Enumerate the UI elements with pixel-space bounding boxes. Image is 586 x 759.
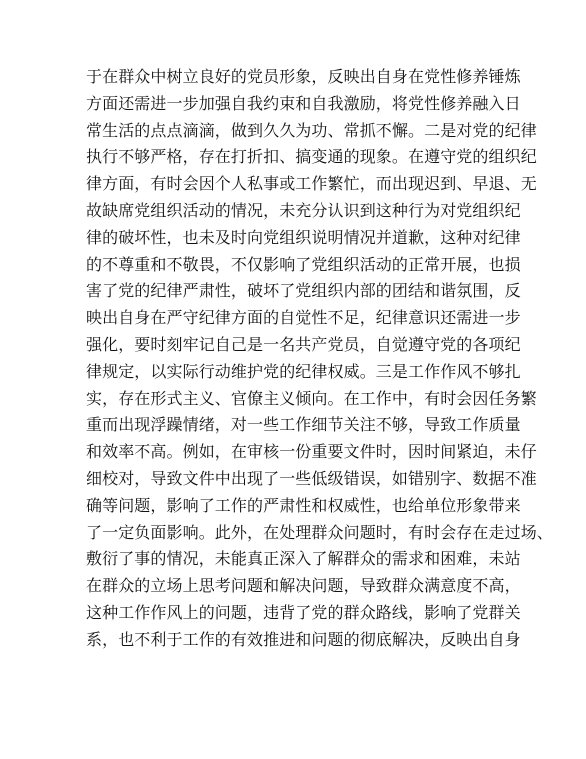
text-line: 映出自身在严守纪律方面的自觉性不足，纪律意识还需进一步	[86, 308, 521, 328]
text-line: 律方面，有时会因个人私事或工作繁忙，而出现迟到、早退、无	[86, 174, 537, 194]
text-line: 在群众的立场上思考问题和解决问题，导致群众满意度不高，	[86, 576, 521, 596]
body-text	[86, 64, 553, 654]
text-line: 执行不够严格，存在打折扣、搞变通的现象。在遵守党的组织纪	[86, 147, 537, 167]
text-line: 方面还需进一步加强自我约束和自我激励，将党性修养融入日	[86, 93, 521, 113]
text-line: 害了党的纪律严肃性，破坏了党组织内部的团结和谐氛围，反	[86, 281, 521, 301]
text-line: 敷衍了事的情况，未能真正深入了解群众的需求和困难，未站	[86, 549, 521, 569]
text-line: 律规定，以实际行动维护党的纪律权威。三是工作作风不够扎	[86, 361, 521, 381]
text-line: 实，存在形式主义、官僚主义倾向。在工作中，有时会因任务繁	[86, 388, 537, 408]
text-line: 的不尊重和不敬畏，不仅影响了党组织活动的正常开展，也损	[86, 254, 521, 274]
text-line: 于在群众中树立良好的党员形象，反映出自身在党性修养锤炼	[86, 67, 521, 86]
text-line: 强化，要时刻牢记自己是一名共产党员，自觉遵守党的各项纪	[86, 334, 521, 354]
text-line: 细校对，导致文件中出现了一些低级错误，如错别字、数据不准	[86, 468, 537, 488]
text-line: 了一定负面影响。此外，在处理群众问题时，有时会存在走过场、	[86, 522, 553, 542]
text-line: 确等问题，影响了工作的严肃性和权威性，也给单位形象带来	[86, 495, 521, 515]
text-line: 系，也不利于工作的有效推进和问题的彻底解决，反映出自身	[86, 629, 521, 649]
text-line: 重而出现浮躁情绪，对一些工作细节关注不够，导致工作质量	[86, 415, 521, 435]
text-line: 律的破坏性，也未及时向党组织说明情况并道歉，这种对纪律	[86, 227, 521, 247]
text-line: 这种工作作风上的问题，违背了党的群众路线，影响了党群关	[86, 602, 521, 622]
text-line: 故缺席党组织活动的情况，未充分认识到这种行为对党组织纪	[86, 200, 521, 220]
text-line: 和效率不高。例如，在审核一份重要文件时，因时间紧迫，未仔	[86, 442, 537, 462]
text-line: 常生活的点点滴滴，做到久久为功、常抓不懈。二是对党的纪律	[86, 120, 537, 140]
